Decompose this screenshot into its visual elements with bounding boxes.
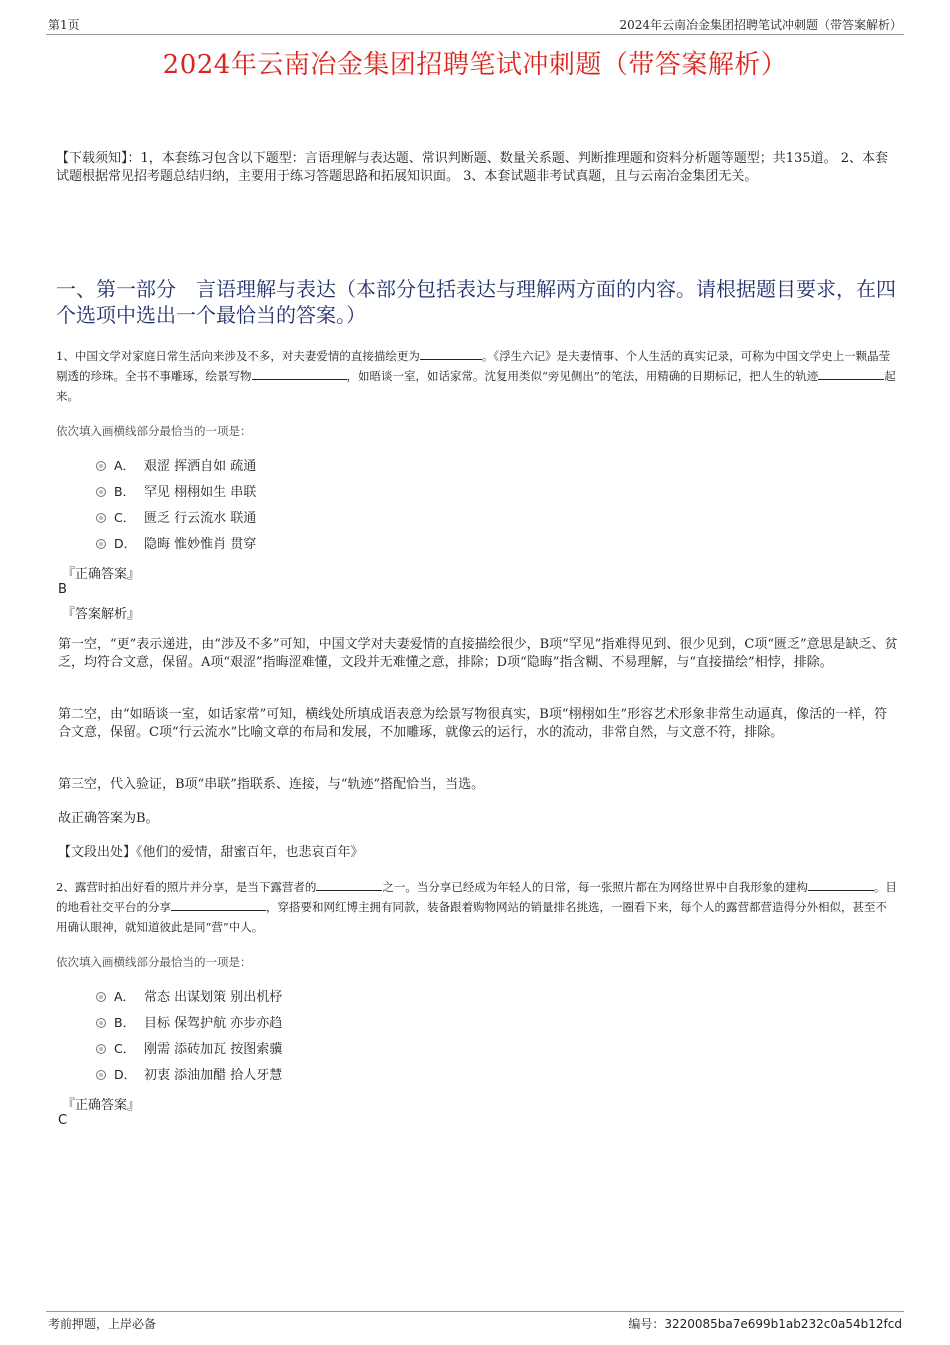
document-title: 2024年云南冶金集团招聘笔试冲刺题（带答案解析） [162, 50, 788, 80]
analysis-conclusion: 故正确答案为B。 [58, 811, 159, 826]
answer-blank [818, 367, 884, 380]
answer-blank [171, 898, 266, 911]
radio-icon[interactable] [96, 539, 106, 549]
question-2-option-a[interactable]: A． 常态 出谋划策 别出机杼 [96, 987, 282, 1007]
analysis-paragraph: 第一空，“更”表示递进，由“涉及不多”可知，中国文学对夫妻爱情的直接描绘很少，B项“罕见”指难得见到、很少见到，C项“匮乏”意思是缺乏、贫乏，均符合文意，保留。A项“艰涩”指晦涩难懂，文段并无难懂之意，排除；D项“隐晦”指含糊、不易理解，与“直接描绘”相悖，排除。 [58, 637, 898, 670]
answer-value: B [58, 582, 67, 597]
question-2-prompt: 依次填入画横线部分最恰当的一项是： [56, 955, 252, 969]
page-number: 第1页 [48, 18, 80, 32]
answer-blank [252, 367, 347, 380]
page-footer [46, 1311, 904, 1331]
question-1-option-c[interactable]: C． 匮乏 行云流水 联通 [96, 508, 256, 528]
question-2-option-d[interactable]: D． 初衷 添油加醋 拾人牙慧 [96, 1065, 282, 1085]
radio-icon[interactable] [96, 1070, 106, 1080]
answer-label: 『正确答案』 [62, 1098, 141, 1113]
question-2-option-b[interactable]: B． 目标 保驾护航 亦步亦趋 [96, 1013, 282, 1033]
analysis-paragraph: 第三空，代入验证，B项“串联”指联系、连接，与“轨迹”搭配恰当，当选。 [58, 777, 485, 792]
radio-icon[interactable] [96, 461, 106, 471]
question-1-prompt: 依次填入画横线部分最恰当的一项是： [56, 424, 252, 438]
document-code: 编号：3220085ba7e699b1ab232c0a54b12fcd [628, 1317, 902, 1331]
radio-icon[interactable] [96, 992, 106, 1002]
question-1-option-d[interactable]: D． 隐晦 惟妙惟肖 贯穿 [96, 534, 256, 554]
radio-icon[interactable] [96, 513, 106, 523]
download-notice: 【下载须知】：1，本套练习包含以下题型：言语理解与表达题、常识判断题、数量关系题、判断推理题和资料分析题等题型；共135道。 2、本套试题根据常见招考题总结归纳，主要用于练习答题思路和拓展知识面。 3、本套试题非考试真题，且与云南冶金集团无关。 [56, 151, 888, 184]
question-1-text: 1、中国文学对家庭日常生活向来涉及不多，对夫妻爱情的直接描绘更为 。《浮生六记》是夫妻情事、个人生活的真实记录，可称为中国文学史上一颗晶莹剔透的珍珠。全书不事雕琢，绘景写物 ，如晤谈一室，如话家常。沈复用类似“旁见侧出”的笔法，用精确的日期标记，把人生的轨迹 起来。 [56, 349, 896, 403]
radio-icon[interactable] [96, 1018, 106, 1028]
source-citation: 【文段出处】《他们的爱情，甜蜜百年，也悲哀百年》 [58, 845, 364, 860]
question-2-text: 2、露营时拍出好看的照片并分享，是当下露营者的 之一。当分享已经成为年轻人的日常，每一张照片都在为网络世界中自我形象的建构 。目的地看社交平台的分享 ，穿搭要和网红博主拥有同款，装备跟着购物网站的销量排名挑选，一圈看下来，每个人的露营都营造得分外相似，甚至不用确认眼神，就知道彼此是同“营”中人。 [56, 880, 897, 934]
radio-icon[interactable] [96, 487, 106, 497]
section-heading: 一、第一部分 言语理解与表达（本部分包括表达与理解两方面的内容。请根据题目要求，在四个选项中选出一个最恰当的答案。） [56, 277, 896, 327]
question-2-option-c[interactable]: C． 刚需 添砖加瓦 按图索骥 [96, 1039, 282, 1059]
answer-blank [420, 347, 482, 360]
footer-slogan: 考前押题，上岸必备 [48, 1317, 157, 1331]
answer-blank [808, 878, 874, 891]
page-header [46, 16, 904, 35]
question-1-option-b[interactable]: B． 罕见 栩栩如生 串联 [96, 482, 256, 502]
header-doc-title: 2024年云南冶金集团招聘笔试冲刺题（带答案解析） [619, 18, 902, 32]
radio-icon[interactable] [96, 1044, 106, 1054]
answer-label: 『正确答案』 [62, 567, 141, 582]
answer-blank [316, 878, 382, 891]
analysis-label: 『答案解析』 [62, 607, 141, 622]
answer-value: C [58, 1113, 68, 1128]
analysis-paragraph: 第二空，由“如晤谈一室，如话家常”可知，横线处所填成语表意为绘景写物很真实，B项“栩栩如生”形容艺术形象非常生动逼真，像活的一样，符合文意，保留。C项“行云流水”比喻文章的布局和发展，不加雕琢，就像云的运行，水的流动，非常自然，与文意不符，排除。 [58, 707, 888, 740]
question-1-option-a[interactable]: A． 艰涩 挥洒自如 疏通 [96, 456, 256, 476]
